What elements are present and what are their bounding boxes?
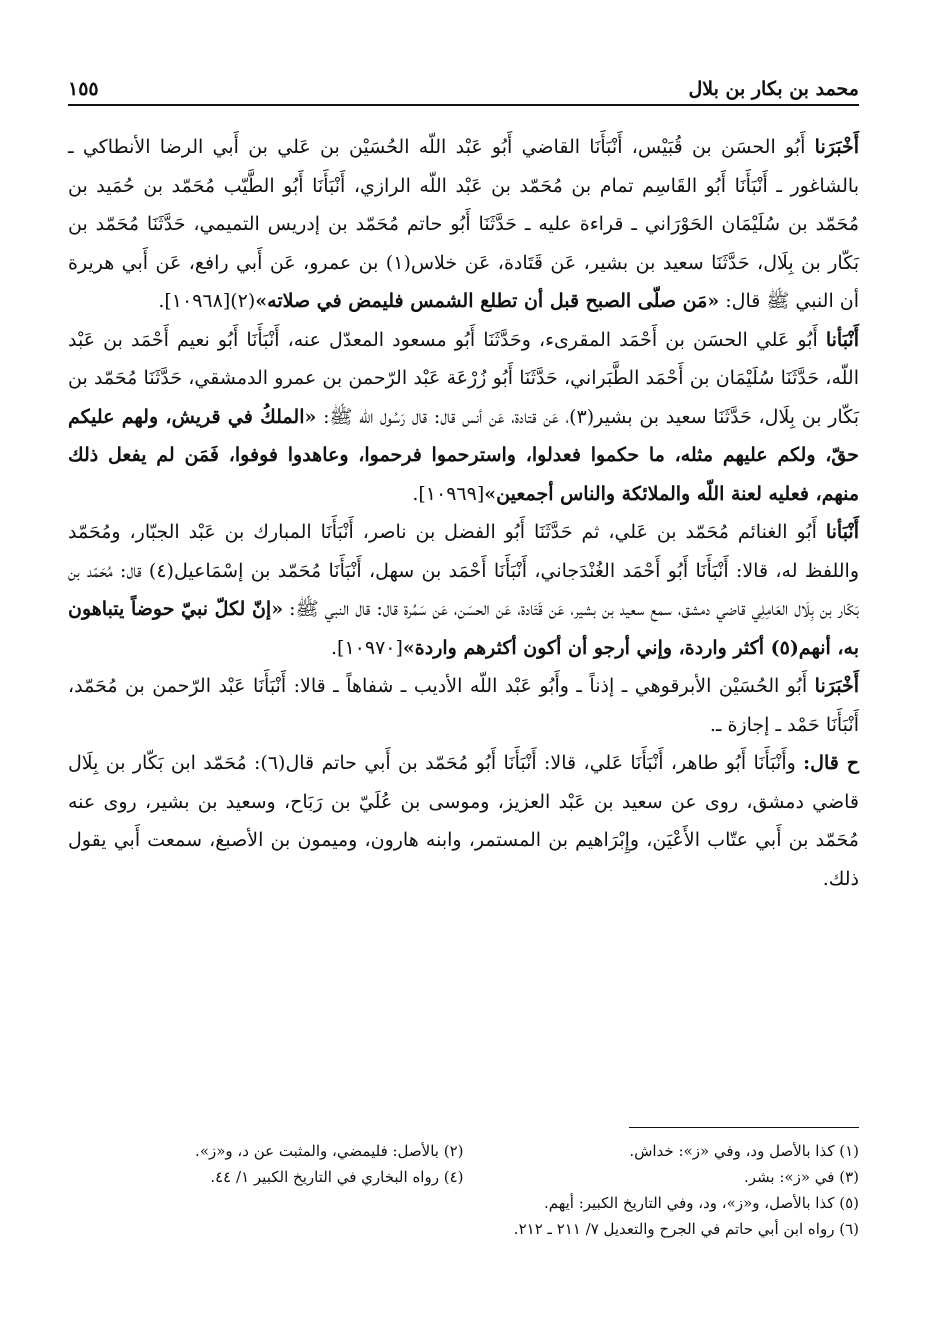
paragraph-text: أَبُو الحسَن بن قُبَيْس، أَنْبَأَنَا القاضي أَبُو عَبْد اللّه الحُسَيْن بن عَلي بن أَبي الرضا الأنطاكي ـ بالشاغور ـ أَنْبَأَنَا أَبُو القَاسِم تمام بن مُحَمّد بن عَبْد اللّه الرازي، أَنْبَأَنَا أَبُو الطَّيّب مُحَمّد بن حُمَيد بن مُحَمّد بن سُلَيْمَان الحَوْرَاني ـ قراءة عليه ـ حَدَّثَنَا أَبُو حاتم مُحَمّد بن إدريس التميمي، حَدَّثَنَا مُحَمّد بن بَكّار بن بِلَال، حَدَّثَنَا سعيد بن بشير، عَن قَتَادة، عَن خلاس(١) بن عمرو، عَن أَبي رافع، عَن أَبي هريرة أن النبي ﷺ قال: xyxy=(68,136,859,312)
paragraph xyxy=(68,667,859,744)
paragraph-text: وأَنْبَأَنَا أَبُو طاهر، أَنْبَأَنَا عَلي، قالا: أَنْبَأَنَا أَبُو مُحَمّد بن أَبي حاتم قال(٦): مُحَمّد ابن بَكّار بن بِلَال قاضي دمشق، روى عن سعيد بن عَبْد العزيز، وموسى بن عُلَيّ بن رَبَاح، وسعيد بن بشير، روى عنه مُحَمّد بن أَبي عتّاب الأَعْيَن، وإِبْرَاهيم بن المستمر، وابنه هارون، وميمون بن الأصبغ، سمعت أَبي يقول ذلك. xyxy=(68,752,859,890)
paragraph-end: [١٠٩٧٠]. xyxy=(331,636,403,659)
hadith-text: «مَن صلّى الصبح قبل أن تطلع الشمس فليمض في صلاته» xyxy=(255,290,720,312)
paragraph xyxy=(68,321,859,514)
footnote-row xyxy=(68,1138,859,1164)
footnote-divider xyxy=(629,1127,859,1128)
footnotes xyxy=(68,1138,859,1242)
footnote-1: (١) كذا بالأصل ود، وفي «ز»: خداش. xyxy=(629,1142,859,1160)
footnote-4: (٤) رواه البخاري في التاريخ الكبير ١/ ٤٤. xyxy=(210,1168,464,1186)
footnote-3: (٣) في «ز»: بشر. xyxy=(743,1168,859,1186)
footnote-6: (٦) رواه ابن أبي حاتم في الجرح والتعديل ٧/ ٢١١ ـ ٢١٢. xyxy=(513,1220,859,1238)
hadith-text: «الملكُ في قريش، ولهم عليكم حقّ، ولكم عليهم مثله، ما حكموا فعدلوا، واسترحموا فرحموا، وعاهدوا فوفوا، فَمَن لم يفعل ذلك منهم، فعليه لعنة اللّه والملائكة والناس أجمعين» xyxy=(68,405,859,505)
paragraph-lead: أَنْبَأنا xyxy=(825,328,859,351)
hadith-text: «إنّ لكلّ نبيّ حوضاً يتباهون به، أنهم(٥) أكثر واردة، وإني أرجو أن أكون أكثرهم واردة» xyxy=(68,598,859,659)
main-text xyxy=(68,128,859,898)
running-header xyxy=(68,58,859,106)
footnote-5: (٥) كذا بالأصل، و«ز»، ود، وفي التاريخ الكبير: أيهم. xyxy=(543,1194,859,1212)
paragraph xyxy=(68,513,859,667)
paragraph-text: أَبُو الغنائم مُحَمّد بن عَلي، ثم حَدَّثَنَا أَبُو الفضل بن ناصر، أَنْبَأَنَا المبارك بن عَبْد الجبّار، ومُحَمّد واللفظ له، قالا: أَنْبَأَنَا أَبُو أَحْمَد الغُنْدَجاني، أَنْبَأَنَا أَحْمَد بن سهل، أَنْبَأَنَا مُحَمّد بن إسْمَاعيل(٤) قال: مُحَمّد بن بَكّار بن بِلَال العَامِلِي قاضي دمشق، سمع سعيد بن بشير، عَن قَتَادة، عَن الحسَن، عَن سَمُرة قال: قال النبي ﷺ: xyxy=(68,521,859,620)
paragraph xyxy=(68,128,859,321)
paragraph xyxy=(68,744,859,898)
paragraph-end: (٢)[١٠٩٦٨]. xyxy=(158,290,256,312)
paragraph-lead: أَخْبَرَنا xyxy=(814,675,859,697)
page-number: ١٥٥ xyxy=(68,78,99,100)
paragraph-end: [١٠٩٦٩]. xyxy=(412,482,485,505)
paragraph-lead: أَنْبَأنا xyxy=(825,521,859,543)
chapter-title: محمد بن بكار بن بلال xyxy=(688,78,859,100)
paragraph-text: أَبُو عَلي الحسَن بن أَحْمَد المقرىء، وحَدَّثَنَا أَبُو مسعود المعدّل عنه، أَنْبَأَنَا أَبُو نعيم أَحْمَد بن عَبْد اللّه، حَدَّثَنَا سُلَيْمَان بن أَحْمَد الطَّبَراني، حَدَّثَنَا أَبُو زُرْعَة عَبْد الرّحمن بن عمرو الدمشقي، حَدَّثَنَا مُحَمّد بن بَكّار بن بِلَال، حَدَّثَنَا سعيد بن بشير(٣)، عَن قتادة، عَن أنس قال: قال رَسُول اللّه ﷺ: xyxy=(68,328,860,428)
paragraph-text: أَبُو الحُسَيْن الأبرقوهي ـ إذناً ـ وأَبُو عَبْد اللّه الأديب ـ شفاهاً ـ قالا: أَنْبَأَنَا عَبْد الرّحمن بن مُحَمّد، أَنْبَأَنَا حَمْد ـ إجازة ـ. xyxy=(68,675,859,736)
paragraph-lead: ح قال: xyxy=(803,752,859,774)
paragraph-lead: أَخْبَرَنا xyxy=(814,136,859,158)
footnote-row xyxy=(68,1164,859,1190)
footnote-2: (٢) بالأصل: فليمضي، والمثبت عن د، و«ز». xyxy=(195,1142,464,1160)
